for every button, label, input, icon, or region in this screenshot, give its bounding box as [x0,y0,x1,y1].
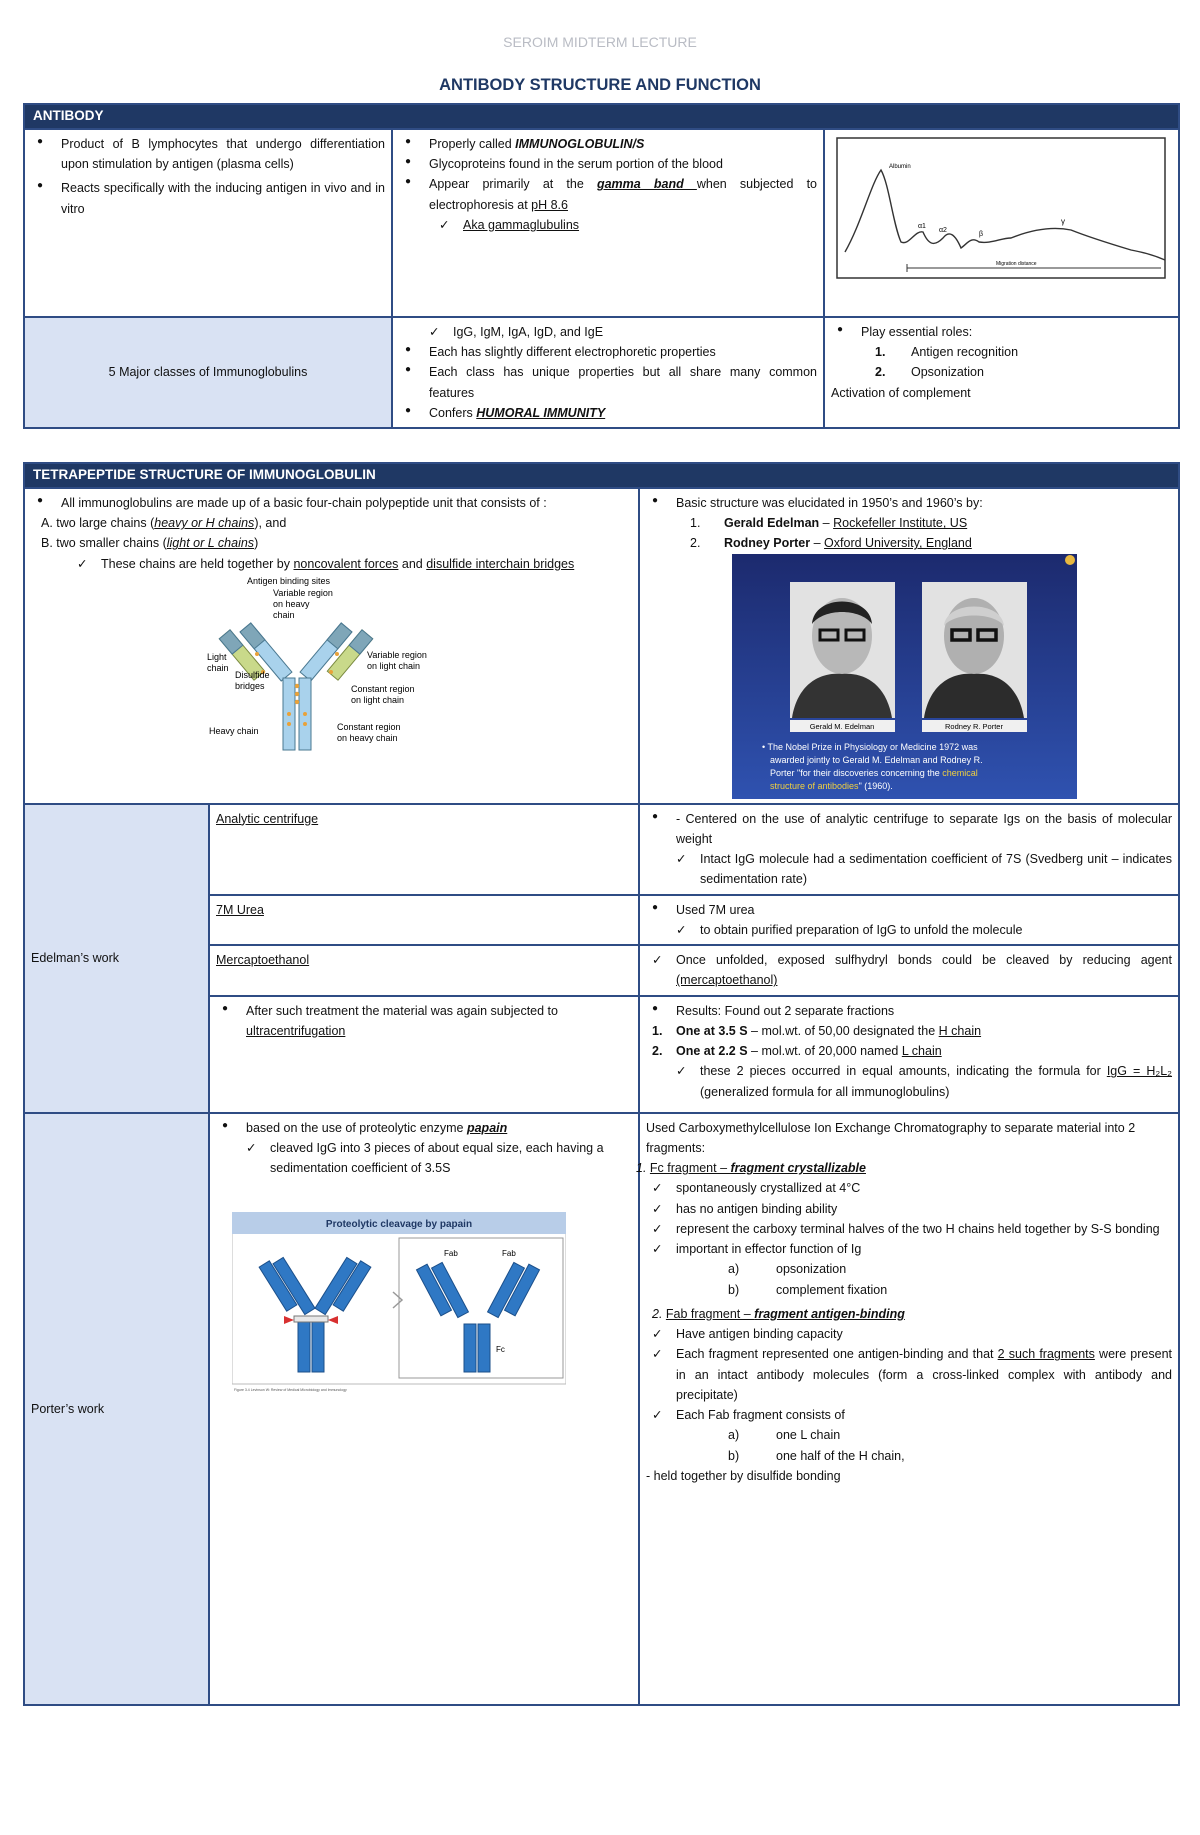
svg-text:on light chain: on light chain [351,694,405,705]
graph-frame [837,138,1165,278]
ig-bullet-1: ● Properly called IMMUNOGLOBULIN/S [399,134,817,154]
svg-text:on heavy chain: on heavy chain [337,732,398,743]
classes-bullet-3: ● Confers HUMORAL IMMUNITY [399,403,817,423]
tetrapeptide-bar: TETRAPEPTIDE STRUCTURE OF IMMUNOGLOBULIN [24,463,1179,488]
antibody-structure-diagram [203,574,463,756]
scientist-2: 2. Rodney Porter – Oxford University, England [690,536,972,551]
classes-bullet-1: ● Each has slightly different electrophoretic properties [399,342,817,362]
antibody-bar: ANTIBODY [24,104,1179,129]
electrophoresis-cell [824,129,1179,317]
fc-sub-b: b) complement fixation [728,1282,888,1297]
igg-formula: ✓ these 2 pieces occurred in equal amounts, indicating the formula for IgG = H₂L₂ (generalized formula for all immunoglobulins) [646,1061,1172,1102]
fc-sub-a: a) opsonization [728,1262,847,1277]
tetra-a: A. two large chains (heavy or H chains), and [41,516,287,531]
fc-item-3: ✓ represent the carboxy terminal halves of the two H chains held together by S-S bonding [646,1219,1172,1239]
antibody-def-2: ● Reacts specifically with the inducing antigen in vivo and in vitro [31,178,385,219]
svg-text:Constant region: Constant region [351,683,415,694]
peak-beta: β [979,230,984,238]
fraction-2: 2. One at 2.2 S – mol.wt. of 20,000 named L chain [652,1044,942,1059]
papain-cleavage-figure [232,1212,566,1394]
fab-heading: 2. Fab fragment – fragment antigen-binding [652,1306,905,1321]
porter-caption: Rodney R. Porter [945,721,1003,731]
svg-text:Light: Light [207,651,227,662]
edelman-method-4: ● After such treatment the material was again subjected to ultracentrifugation [209,996,639,1113]
nobel-text-4: structure of antibodies" (1960). [770,780,893,791]
porter-papain-cell: ● based on the use of proteolytic enzyme papain ✓ cleaved IgG into 3 pieces of about equal size, each having a sedimentation coefficient of 3.5S Proteolytic cleavage by papain Fab Fab Fc Figure 3.4 Levinson W: Review of Medical Microbiology and Immunology [209,1113,639,1705]
fc-label: Fc [496,1345,505,1355]
antibody-def-1: ● Product of B lymphocytes that undergo differentiation upon stimulation by antigen (plasma cells) [31,134,385,175]
electrophoresis-graph [831,134,1171,284]
ig-term: IMMUNOGLOBULIN/S [515,136,645,151]
edelman-detail-1: ● - Centered on the use of analytic centrifuge to separate Igs on the basis of molecular weight ✓ Intact IgG molecule had a sedimentation coefficient of 7S (Svedberg unit – indicates sedimentation rate) [639,804,1179,895]
classes-bullet-2: ● Each class has unique properties but all share many common features [399,362,817,403]
nobel-text-2: awarded jointly to Gerald M. Edelman and Rodney R. [770,754,983,765]
cm-intro: Used Carboxymethylcellulose Ion Exchange Chromatography to separate material into 2 fragments: [646,1120,1136,1155]
tetra-history-cell [639,488,1179,804]
svg-text:chain: chain [207,662,229,673]
classes-list: ✓ IgG, IgM, IgA, IgD, and IgE [399,322,817,342]
svg-text:on light chain: on light chain [367,660,421,671]
peak-gamma: γ [1061,216,1065,226]
edelman-detail-2: ● Used 7M urea ✓ to obtain purified preparation of IgG to unfold the molecule [639,895,1179,946]
fab-item-3: ✓ Each Fab fragment consists of [646,1405,1172,1425]
roles-cell [824,317,1179,428]
fab-sub-b: b) one half of the H chain, [728,1448,905,1463]
svg-text:Disulfide: Disulfide [235,669,270,680]
ig-bullet-3: ● Appear primarily at the gamma band when subjected to electrophoresis at pH 8.6 [399,174,817,215]
fab-item-2: ✓ Each fragment represented one antigen-binding and that 2 such fragments were present in an intact antibody molecules (form a cross-linked complex with antibody and precipitate) [646,1344,1172,1405]
nobel-text-1: • The Nobel Prize in Physiology or Medicine 1972 was [762,741,978,752]
fc-heading: 1. Fc fragment – fragment crystallizable [636,1161,866,1176]
fc-item-1: ✓ spontaneously crystallized at 4°C [646,1178,1172,1198]
peak-alpha1: α1 [918,222,926,230]
fc-item-2: ✓ has no antigen binding ability [646,1199,1172,1219]
fraction-1: 1. One at 3.5 S – mol.wt. of 50,00 designated the H chain [652,1023,982,1038]
edelman-method-3: Mercaptoethanol [209,945,639,996]
edelman-portrait [790,582,895,718]
antibody-table [23,103,1180,429]
graph-axis-label: Migration distance [996,260,1037,267]
classes-cell [392,317,824,428]
nobel-text-3: Porter "for their discoveries concerning the chemical [770,767,978,778]
edelman-detail-4: ● Results: Found out 2 separate fractions 1. One at 3.5 S – mol.wt. of 50,00 designated the H chain 2. One at 2.2 S – mol.wt. of 20,000 named L chain ✓ these 2 pieces occurred in equal amounts, indicating the formula for IgG = H₂L₂ (generalized formula for all immunoglobulins) [639,996,1179,1113]
svg-text:bridges: bridges [235,680,265,691]
tetra-b: B. two smaller chains (light or L chains) [41,536,259,551]
nobel-photo-slide [732,554,1077,799]
fc-item-4: ✓ important in effector function of Ig [646,1239,1172,1259]
gammaglobulin-check: ✓ Aka gammaglubulins [399,215,817,235]
ig-bullet-2: ● Glycoproteins found in the serum portion of the blood [399,154,817,174]
role-2: 2. Opsonization [875,365,984,380]
label-ag-sites: Antigen binding sites [247,575,331,586]
tetrapeptide-table [23,462,1180,1706]
classes-label: 5 Major classes of Immunoglobulins [24,317,392,428]
edelman-caption: Gerald M. Edelman [809,721,875,731]
role-3: Activation of complement [831,385,971,400]
edelman-method-2: 7M Urea [209,895,639,946]
svg-text:chain: chain [273,609,295,620]
antibody-definition-cell [24,129,392,317]
gamma-band-term: gamma band [596,177,697,192]
svg-text:Constant region: Constant region [337,721,401,732]
porter-portrait [922,582,1027,718]
fab-item-1: ✓ Have antigen binding capacity [646,1324,1172,1344]
page-header: SEROIM MIDTERM LECTURE [503,34,697,50]
edelman-detail-3: ✓ Once unfolded, exposed sulfhydryl bonds could be cleaved by reducing agent (mercaptoethanol) [639,945,1179,996]
edelman-label: Edelman’s work [24,804,209,1113]
page-title: ANTIBODY STRUCTURE AND FUNCTION [439,76,761,94]
ph-term: pH 8.6 [531,197,568,212]
elucidated-text: ● Basic structure was elucidated in 1950’s and 1960’s by: [646,493,1172,513]
roles-bullet: ● Play essential roles: [831,322,1172,342]
porter-chromatography-cell [636,1113,1179,1705]
fab-sub-a: a) one L chain [728,1428,841,1443]
scientist-1: 1. Gerald Edelman – Rockefeller Institute, US [690,516,968,531]
fab-label-1: Fab [444,1249,458,1259]
svg-text:on heavy: on heavy [273,598,310,609]
humoral-term: HUMORAL IMMUNITY [476,405,606,420]
svg-text:Heavy chain: Heavy chain [209,725,259,736]
peak-albumin: Albumin [889,163,911,170]
immunoglobulin-cell [392,129,824,317]
fig-caption: Figure 3.4 Levinson W: Review of Medical Microbiology and Immunology [234,1388,347,1393]
fab-label-2: Fab [502,1249,516,1259]
tetra-intro: ● All immunoglobulins are made up of a basic four-chain polypeptide unit that consists of : [31,493,632,513]
tetra-held: ✓ These chains are held together by noncovalent forces and disulfide interchain bridges [71,554,632,574]
fab-tail: - held together by disulfide bonding [646,1468,841,1483]
svg-text:Variable region: Variable region [367,649,427,660]
role-1: 1. Antigen recognition [875,345,1019,360]
porter-label: Porter’s work [24,1113,209,1705]
edelman-method-1: Analytic centrifuge [209,804,639,895]
svg-text:Variable region: Variable region [273,587,333,598]
fig-title: Proteolytic cleavage by papain [325,1219,473,1231]
peak-alpha2: α2 [939,226,947,234]
tetra-structure-cell [24,488,639,804]
